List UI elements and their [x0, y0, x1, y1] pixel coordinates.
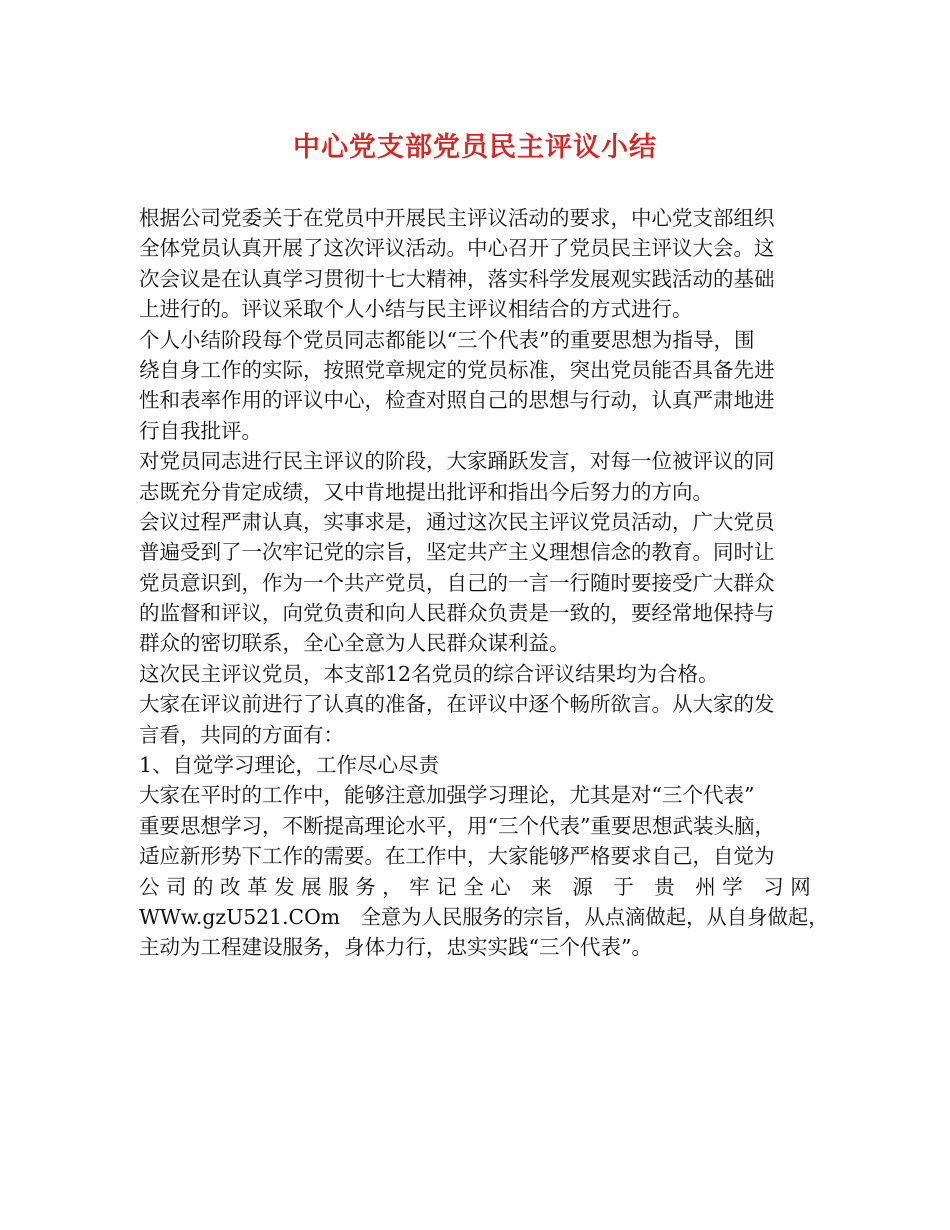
body-line: 行自我批评。	[139, 418, 262, 443]
body-line: 大家在评议前进行了认真的准备，在评议中逐个畅所欲言。从大家的发	[139, 692, 775, 717]
body-line-with-url: WWw.gzU521.COm 全意为人民服务的宗旨，从点滴做起，从自身做起，	[139, 904, 829, 929]
body-line: 党员意识到，作为一个共产党员，自己的一言一行随时要接受广大群众	[139, 570, 775, 595]
document-body	[139, 203, 829, 963]
body-line: 全体党员认真开展了这次评议活动。中心召开了党员民主评议大会。这	[139, 236, 775, 261]
body-line: 根据公司党委关于在党员中开展民主评议活动的要求，中心党支部组织	[139, 206, 775, 230]
body-line: 性和表率作用的评议中心，检查对照自己的思想与行动，认真严肃地进	[139, 388, 775, 413]
body-line: 的监督和评议，向党负责和向人民群众负责是一致的，要经常地保持与	[139, 601, 775, 626]
body-line: 对党员同志进行民主评议的阶段，大家踊跃发言，对每一位被评议的同	[139, 449, 775, 474]
body-line: 绕自身工作的实际，按照党章规定的党员标准，突出党员能否具备先进	[139, 357, 775, 382]
body-line: 这次民主评议党员，本支部12名党员的综合评议结果均为合格。	[139, 661, 719, 686]
body-line-watermark: 公 司 的 改 革 发 展 服 务 ， 牢 记 全 心 来 源 于 贵 州 学 习 网	[139, 874, 811, 899]
section-heading: 1、自觉学习理论，工作尽心尽责	[139, 753, 440, 778]
body-line: 志既充分肯定成绩，又中肯地提出批评和指出今后努力的方向。	[139, 479, 713, 504]
body-line: 普遍受到了一次牢记党的宗旨，坚定共产主义理想信念的教育。同时让	[139, 540, 775, 565]
body-line: 大家在平时的工作中，能够注意加强学习理论，尤其是对“三个代表”	[139, 783, 755, 808]
body-line: 言看，共同的方面有：	[139, 722, 344, 747]
document-title: 中心党支部党员民主评议小结	[293, 132, 657, 163]
body-line: 适应新形势下工作的需要。在工作中，大家能够严格要求自己，自觉为	[139, 844, 775, 869]
body-line: 会议过程严肃认真，实事求是，通过这次民主评议党员活动，广大党员	[139, 509, 775, 534]
body-line: 群众的密切联系，全心全意为人民群众谋利益。	[139, 631, 570, 656]
body-line: 上进行的。评议采取个人小结与民主评议相结合的方式进行。	[139, 297, 693, 322]
body-line: 主动为工程建设服务，身体力行，忠实实践“三个代表”。	[139, 935, 652, 960]
body-line: 个人小结阶段每个党员同志都能以“三个代表”的重要思想为指导，围	[139, 327, 755, 352]
body-line: 重要思想学习，不断提高理论水平，用“三个代表”重要思想武装头脑，	[139, 813, 775, 838]
body-line: 次会议是在认真学习贯彻十七大精神，落实科学发展观实践活动的基础	[139, 266, 775, 291]
